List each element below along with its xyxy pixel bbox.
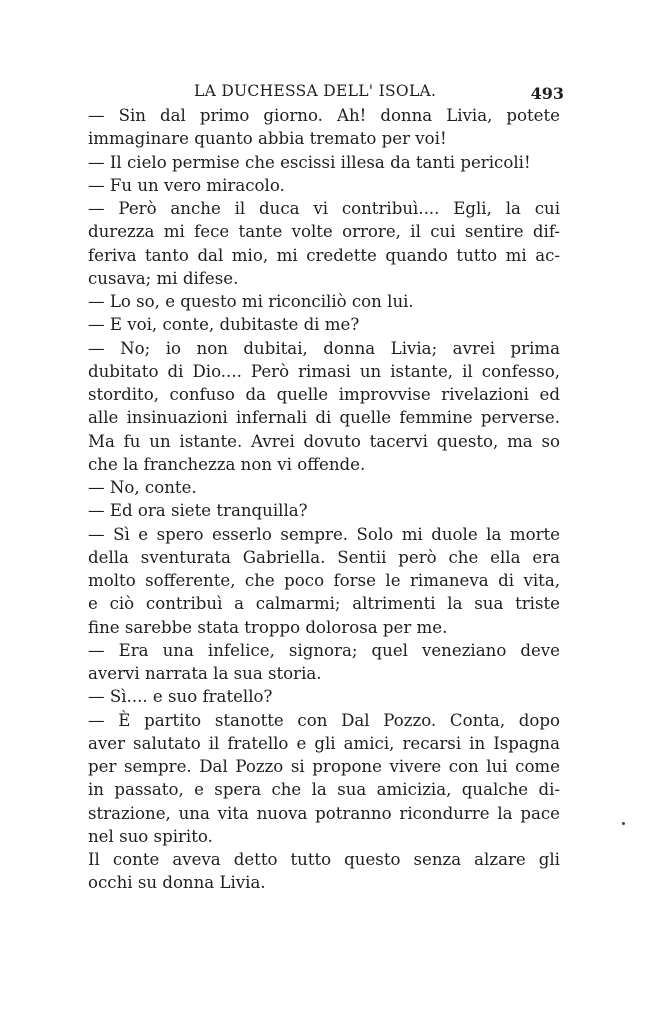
text-line: — Sin dal primo giorno. Ah! donna Livia, potete <box>88 106 560 125</box>
text-line: per sempre. Dal Pozzo si propone vivere con lui come <box>88 757 560 776</box>
text-line: — No, conte. <box>88 478 197 497</box>
text-line: — Lo so, e questo mi riconciliò con lui. <box>88 292 414 311</box>
text-line: nel suo spirito. <box>88 826 213 846</box>
text-line: — È partito stanotte con Dal Pozzo. Conta, dopo <box>88 710 560 730</box>
text-line: — Sì.... e suo fratello? <box>88 687 273 707</box>
text-line: aver salutato il fratello e gli amici, recarsi in Ispagna <box>88 733 560 753</box>
text-line: dubitato di Dio.... Però rimasi un istante, il confesso, <box>88 361 560 381</box>
text-line: — Sì e spero esserlo sempre. Solo mi duole la morte <box>88 524 560 544</box>
text-line: — E voi, conte, dubitaste di me? <box>88 315 360 335</box>
text-line: — No; io non dubitai, donna Livia; avrei prima <box>88 338 560 358</box>
text-line: in passato, e spera che la sua amicizia, qualche di- <box>88 780 560 800</box>
text-line: — Era una infelice, signora; quel veneziano deve <box>88 640 560 660</box>
text-line: occhi su donna Livia. <box>88 873 266 893</box>
body-text <box>88 104 560 895</box>
text-line: durezza mi fece tante volte orrore, il cui sentire dif- <box>88 222 560 242</box>
text-line: Ma fu un istante. Avrei dovuto tacervi questo, ma so <box>88 431 560 451</box>
ink-speck <box>622 822 625 825</box>
text-line: — Ed ora siete tranquilla? <box>88 501 308 521</box>
text-line: — Però anche il duca vi contribuì.... Egli, la cui <box>88 199 560 218</box>
running-title: LA DUCHESSA DELL' ISOLA. <box>194 82 437 100</box>
text-line: — Fu un vero miracolo. <box>88 175 285 195</box>
text-line: della sventurata Gabriella. Sentii però che ella era <box>88 547 560 567</box>
text-line: stordito, confuso da quelle improvvise rivelazioni ed <box>88 385 560 404</box>
text-line: e ciò contribuì a calmarmi; altrimenti la sua triste <box>88 594 560 614</box>
text-line: alle insinuazioni infernali di quelle femmine perverse. <box>88 408 560 428</box>
page-number: 493 <box>530 84 564 103</box>
text-line: immaginare quanto abbia tremato per voi! <box>88 129 447 149</box>
text-line: cusava; mi difese. <box>88 268 239 288</box>
text-line: — Il cielo permise che escissi illesa da tanti pericoli! <box>88 152 531 172</box>
text-line: che la franchezza non vi offende. <box>88 454 366 474</box>
text-line: avervi narrata la sua storia. <box>88 664 322 683</box>
text-line: Il conte aveva detto tutto questo senza alzare gli <box>88 850 560 869</box>
page-header <box>88 82 568 106</box>
text-line: molto sofferente, che poco forse le rimaneva di vita, <box>88 571 560 590</box>
text-line: feriva tanto dal mio, mi credette quando tutto mi ac- <box>88 245 560 265</box>
text-line: fine sarebbe stata troppo dolorosa per me. <box>88 617 448 637</box>
text-line: strazione, una vita nuova potranno ricondurre la pace <box>88 803 560 823</box>
